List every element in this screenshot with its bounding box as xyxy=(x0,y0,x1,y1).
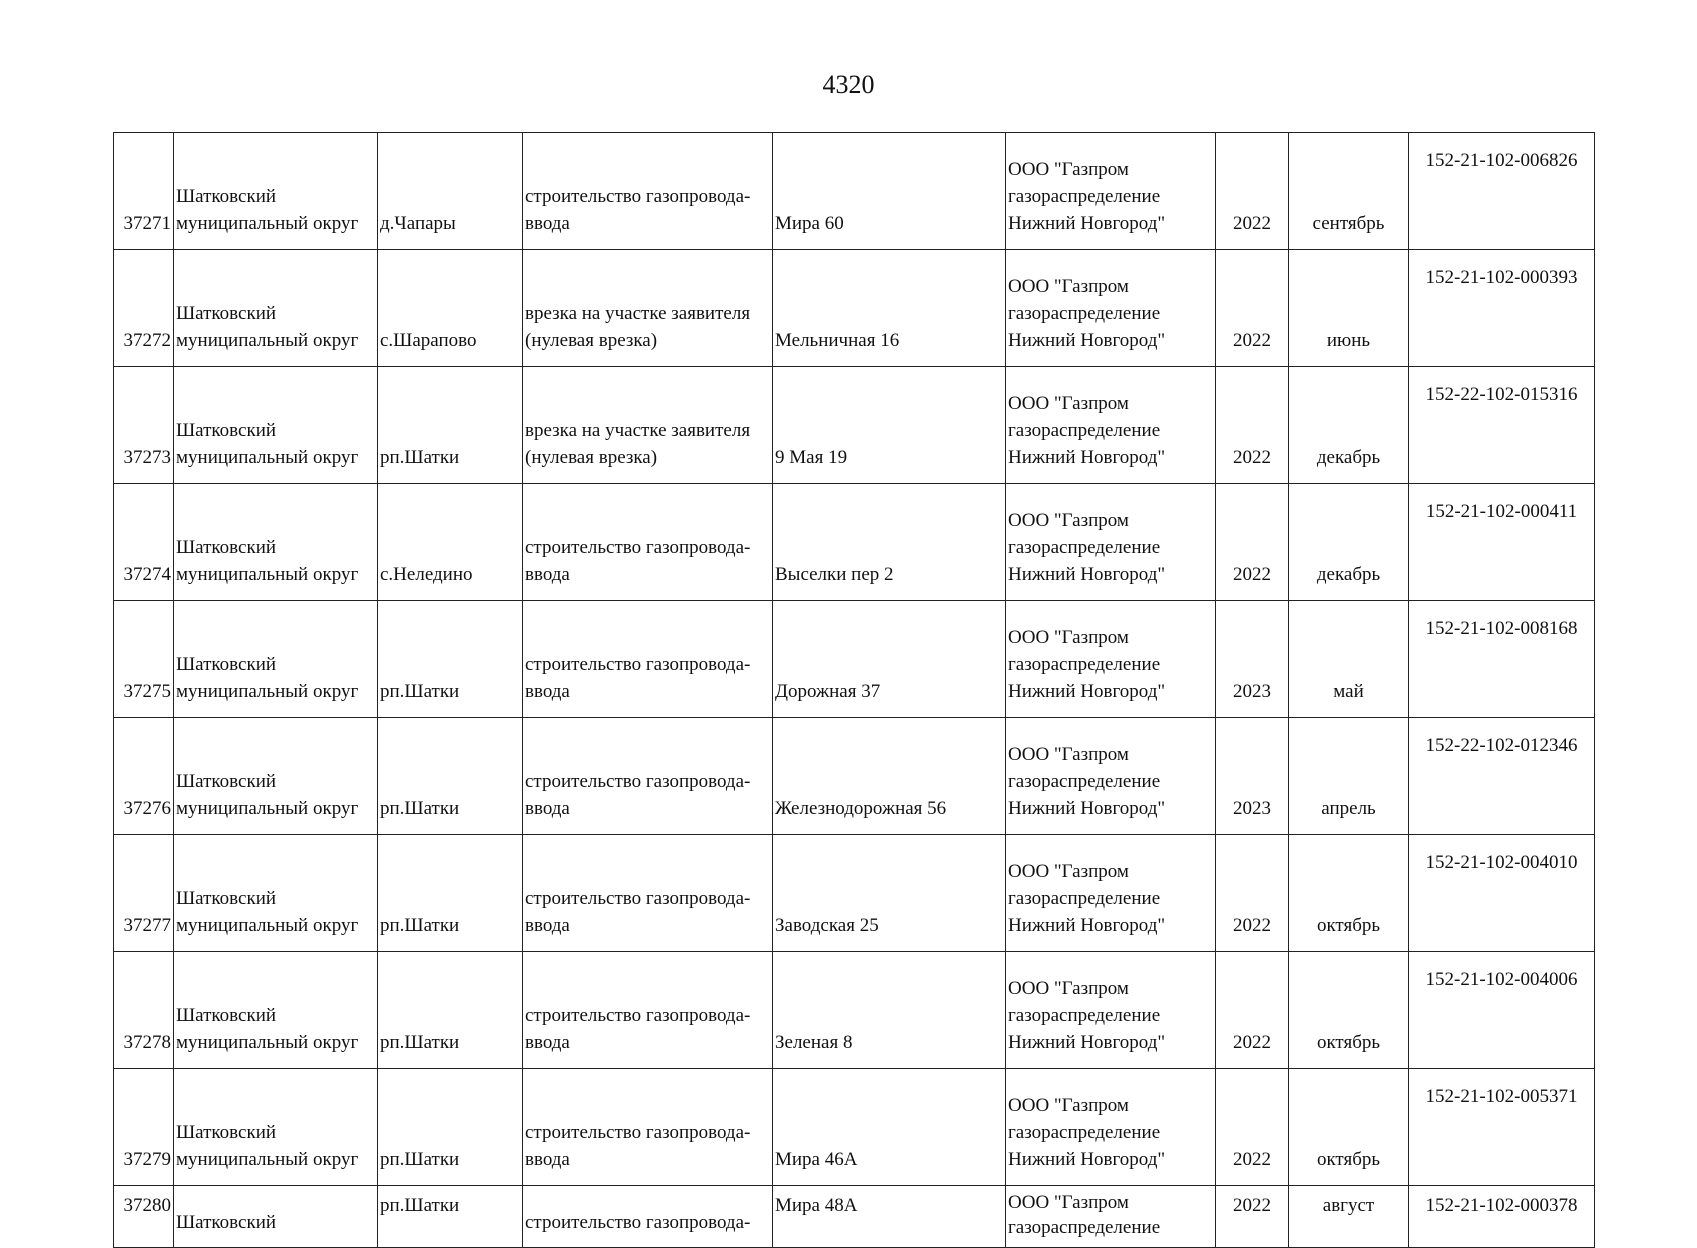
address-cell: Зеленая 8 xyxy=(773,952,1006,1069)
work-type-cell xyxy=(523,1186,773,1248)
organization-line: газораспределение xyxy=(1008,1122,1161,1143)
application-code-cell: 152-21-102-006826 xyxy=(1409,133,1595,250)
address-cell: Мира 60 xyxy=(773,133,1006,250)
organization-line: Нижний Новгород" xyxy=(1008,681,1166,702)
organization-line: газораспределение xyxy=(1008,186,1161,207)
month-cell: декабрь xyxy=(1289,367,1409,484)
organization-line: газораспределение xyxy=(1008,420,1161,441)
month-cell: апрель xyxy=(1289,718,1409,835)
organization-line: ООО "Газпром xyxy=(1008,1095,1129,1116)
work-type-line: строительство газопровода- xyxy=(525,771,751,792)
work-type-line: строительство газопровода- xyxy=(525,888,751,909)
work-type-line: ввода xyxy=(525,1149,570,1170)
district-line: муниципальный округ xyxy=(176,564,359,585)
organization-line: Нижний Новгород" xyxy=(1008,564,1166,585)
work-type-line: (нулевая врезка) xyxy=(525,330,658,351)
work-type-cell xyxy=(523,133,773,250)
district-line: муниципальный округ xyxy=(176,1032,359,1053)
work-type-cell xyxy=(523,367,773,484)
work-type-line: ввода xyxy=(525,1032,570,1053)
work-type-line: строительство газопровода- xyxy=(525,186,751,207)
district-line: Шатковский xyxy=(176,1212,277,1233)
work-type-line: ввода xyxy=(525,213,570,234)
district-cell xyxy=(174,952,378,1069)
organization-cell xyxy=(1006,367,1216,484)
organization-line: газораспределение xyxy=(1008,654,1161,675)
organization-cell xyxy=(1006,718,1216,835)
district-cell xyxy=(174,718,378,835)
application-code-cell: 152-21-102-004010 xyxy=(1409,835,1595,952)
row-number: 37278 xyxy=(114,952,174,1069)
organization-cell xyxy=(1006,133,1216,250)
year-cell: 2023 xyxy=(1216,718,1289,835)
year-cell: 2022 xyxy=(1216,1069,1289,1186)
work-type-line: врезка на участке заявителя xyxy=(525,303,751,324)
organization-line: ООО "Газпром xyxy=(1008,627,1129,648)
district-line: муниципальный округ xyxy=(176,1149,359,1170)
table-row xyxy=(114,601,1595,718)
district-line: муниципальный округ xyxy=(176,681,359,702)
month-cell: октябрь xyxy=(1289,952,1409,1069)
row-number: 37277 xyxy=(114,835,174,952)
address-cell: Выселки пер 2 xyxy=(773,484,1006,601)
organization-line: газораспределение xyxy=(1008,888,1161,909)
work-type-cell xyxy=(523,835,773,952)
settlement-cell: рп.Шатки xyxy=(378,1069,523,1186)
organization-line: Нижний Новгород" xyxy=(1008,330,1166,351)
table-row xyxy=(114,835,1595,952)
year-cell: 2022 xyxy=(1216,835,1289,952)
work-type-cell xyxy=(523,952,773,1069)
table-row xyxy=(114,484,1595,601)
organization-line: ООО "Газпром xyxy=(1008,1192,1129,1213)
month-cell: октябрь xyxy=(1289,835,1409,952)
application-code-cell: 152-21-102-004006 xyxy=(1409,952,1595,1069)
month-cell: август xyxy=(1289,1186,1409,1248)
work-type-line: строительство газопровода- xyxy=(525,1005,751,1026)
application-code-cell: 152-22-102-012346 xyxy=(1409,718,1595,835)
organization-line: газораспределение xyxy=(1008,303,1161,324)
district-line: Шатковский xyxy=(176,303,277,324)
organization-line: Нижний Новгород" xyxy=(1008,447,1166,468)
table-row xyxy=(114,250,1595,367)
organization-line: Нижний Новгород" xyxy=(1008,915,1166,936)
settlement-cell: рп.Шатки xyxy=(378,1186,523,1248)
row-number: 37274 xyxy=(114,484,174,601)
table-row xyxy=(114,952,1595,1069)
organization-line: Нижний Новгород" xyxy=(1008,1149,1166,1170)
row-number: 37273 xyxy=(114,367,174,484)
work-type-cell xyxy=(523,1069,773,1186)
work-type-line: врезка на участке заявителя xyxy=(525,420,751,441)
work-type-line: ввода xyxy=(525,798,570,819)
year-cell: 2022 xyxy=(1216,952,1289,1069)
settlement-cell: рп.Шатки xyxy=(378,718,523,835)
table-row xyxy=(114,367,1595,484)
work-type-line: (нулевая врезка) xyxy=(525,447,658,468)
year-cell: 2022 xyxy=(1216,1186,1289,1248)
address-cell: 9 Мая 19 xyxy=(773,367,1006,484)
year-cell: 2022 xyxy=(1216,367,1289,484)
application-code-cell: 152-21-102-000411 xyxy=(1409,484,1595,601)
work-type-line: ввода xyxy=(525,564,570,585)
table-row xyxy=(114,1186,1595,1248)
application-code-cell: 152-21-102-000393 xyxy=(1409,250,1595,367)
district-line: Шатковский xyxy=(176,420,277,441)
organization-line: Нижний Новгород" xyxy=(1008,1032,1166,1053)
row-number: 37280 xyxy=(114,1186,174,1248)
district-cell xyxy=(174,601,378,718)
district-line: Шатковский xyxy=(176,654,277,675)
table-row xyxy=(114,718,1595,835)
organization-line: газораспределение xyxy=(1008,537,1161,558)
district-line: муниципальный округ xyxy=(176,213,359,234)
address-cell: Мира 48А xyxy=(773,1186,1006,1248)
month-cell: декабрь xyxy=(1289,484,1409,601)
month-cell: октябрь xyxy=(1289,1069,1409,1186)
district-line: Шатковский xyxy=(176,537,277,558)
work-type-line: ввода xyxy=(525,681,570,702)
year-cell: 2022 xyxy=(1216,133,1289,250)
row-number: 37276 xyxy=(114,718,174,835)
connections-table xyxy=(113,132,1595,1248)
work-type-line: строительство газопровода- xyxy=(525,1212,751,1233)
work-type-cell xyxy=(523,718,773,835)
work-type-cell xyxy=(523,484,773,601)
work-type-cell xyxy=(523,601,773,718)
year-cell: 2022 xyxy=(1216,250,1289,367)
district-line: Шатковский xyxy=(176,1122,277,1143)
address-cell: Мельничная 16 xyxy=(773,250,1006,367)
district-cell xyxy=(174,133,378,250)
address-cell: Железнодорожная 56 xyxy=(773,718,1006,835)
district-line: Шатковский xyxy=(176,771,277,792)
organization-line: ООО "Газпром xyxy=(1008,861,1129,882)
work-type-line: строительство газопровода- xyxy=(525,1122,751,1143)
organization-cell xyxy=(1006,835,1216,952)
district-line: муниципальный округ xyxy=(176,330,359,351)
organization-line: ООО "Газпром xyxy=(1008,978,1129,999)
address-cell: Мира 46А xyxy=(773,1069,1006,1186)
district-line: Шатковский xyxy=(176,1005,277,1026)
application-code-cell: 152-21-102-005371 xyxy=(1409,1069,1595,1186)
settlement-cell: рп.Шатки xyxy=(378,601,523,718)
organization-cell xyxy=(1006,1186,1216,1248)
settlement-cell: с.Шарапово xyxy=(378,250,523,367)
organization-cell xyxy=(1006,250,1216,367)
district-line: муниципальный округ xyxy=(176,915,359,936)
month-cell: май xyxy=(1289,601,1409,718)
application-code-cell: 152-21-102-008168 xyxy=(1409,601,1595,718)
organization-line: газораспределение xyxy=(1008,771,1161,792)
table-row xyxy=(114,133,1595,250)
page-number: 4320 xyxy=(822,70,875,99)
organization-cell xyxy=(1006,601,1216,718)
organization-cell xyxy=(1006,484,1216,601)
organization-line: ООО "Газпром xyxy=(1008,159,1129,180)
district-cell xyxy=(174,1186,378,1248)
work-type-line: строительство газопровода- xyxy=(525,537,751,558)
district-line: муниципальный округ xyxy=(176,447,359,468)
table-body xyxy=(114,133,1595,1248)
application-code-cell: 152-21-102-000378 xyxy=(1409,1186,1595,1248)
organization-line: газораспределение xyxy=(1008,1217,1161,1238)
row-number: 37275 xyxy=(114,601,174,718)
work-type-line: ввода xyxy=(525,915,570,936)
year-cell: 2023 xyxy=(1216,601,1289,718)
table-row xyxy=(114,1069,1595,1186)
work-type-line: строительство газопровода- xyxy=(525,654,751,675)
district-line: муниципальный округ xyxy=(176,798,359,819)
month-cell: июнь xyxy=(1289,250,1409,367)
district-cell xyxy=(174,250,378,367)
address-cell: Дорожная 37 xyxy=(773,601,1006,718)
year-cell: 2022 xyxy=(1216,484,1289,601)
address-cell: Заводская 25 xyxy=(773,835,1006,952)
district-cell xyxy=(174,835,378,952)
organization-cell xyxy=(1006,1069,1216,1186)
organization-line: газораспределение xyxy=(1008,1005,1161,1026)
district-line: Шатковский xyxy=(176,888,277,909)
organization-line: Нижний Новгород" xyxy=(1008,213,1166,234)
district-cell xyxy=(174,1069,378,1186)
row-number: 37272 xyxy=(114,250,174,367)
organization-line: ООО "Газпром xyxy=(1008,276,1129,297)
settlement-cell: рп.Шатки xyxy=(378,367,523,484)
district-line: Шатковский xyxy=(176,186,277,207)
organization-line: Нижний Новгород" xyxy=(1008,798,1166,819)
settlement-cell: рп.Шатки xyxy=(378,952,523,1069)
month-cell: сентябрь xyxy=(1289,133,1409,250)
organization-line: ООО "Газпром xyxy=(1008,510,1129,531)
district-cell xyxy=(174,484,378,601)
organization-line: ООО "Газпром xyxy=(1008,393,1129,414)
organization-cell xyxy=(1006,952,1216,1069)
settlement-cell: д.Чапары xyxy=(378,133,523,250)
row-number: 37271 xyxy=(114,133,174,250)
settlement-cell: с.Неледино xyxy=(378,484,523,601)
settlement-cell: рп.Шатки xyxy=(378,835,523,952)
district-cell xyxy=(174,367,378,484)
organization-line: ООО "Газпром xyxy=(1008,744,1129,765)
work-type-cell xyxy=(523,250,773,367)
application-code-cell: 152-22-102-015316 xyxy=(1409,367,1595,484)
row-number: 37279 xyxy=(114,1069,174,1186)
